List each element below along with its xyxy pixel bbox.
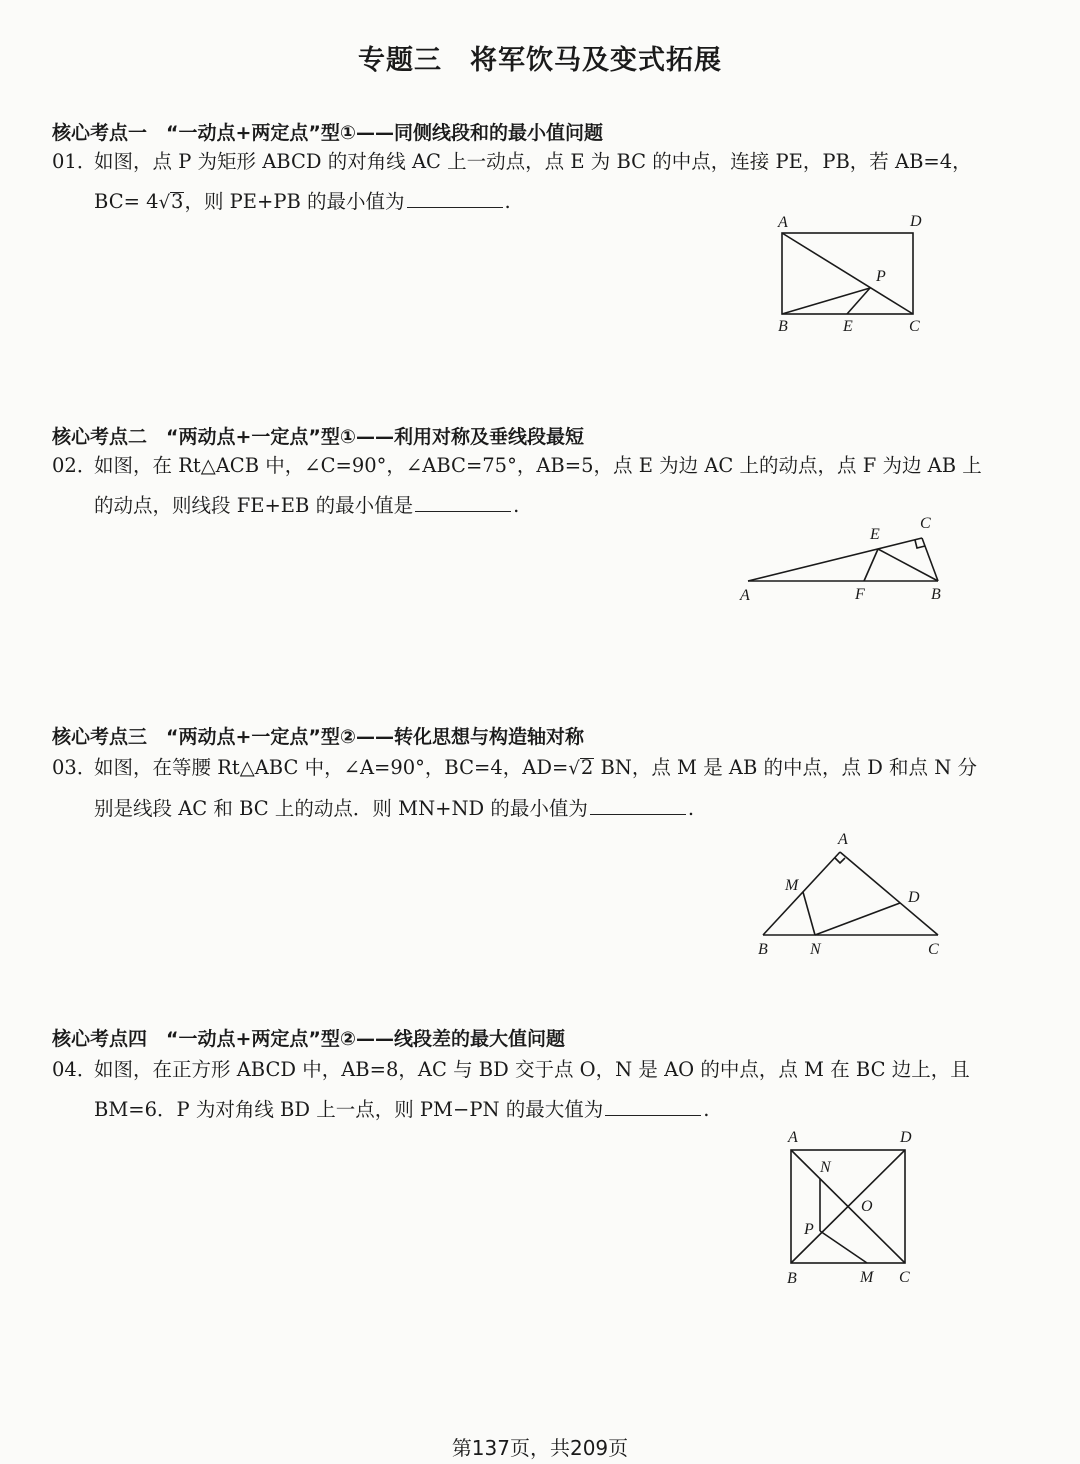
section-heading-4: 核心考点四 “一动点+两定点”型②——线段差的最大值问题 xyxy=(52,1028,565,1050)
right-angle-mark xyxy=(835,858,845,863)
label-a: A xyxy=(838,831,848,848)
label-o: O xyxy=(861,1198,873,1215)
label-n: N xyxy=(810,941,821,958)
section-heading-1: 核心考点一 “一动点+两定点”型①——同侧线段和的最小值问题 xyxy=(52,122,603,144)
segment-mn xyxy=(803,892,815,935)
question-end: . xyxy=(703,1098,710,1121)
label-b: B xyxy=(758,941,768,958)
answer-blank[interactable] xyxy=(590,796,686,815)
segment-nd xyxy=(815,903,900,935)
segment-eb xyxy=(878,549,938,581)
label-n: N xyxy=(820,1159,831,1176)
question-text-line2: BM=6．P 为对角线 BD 上一点，则 PM−PN 的最大值为 xyxy=(94,1098,604,1121)
label-m: M xyxy=(785,877,799,894)
question-text-line2: 的动点，则线段 FE+EB 的最小值是 xyxy=(94,494,414,517)
question-end: . xyxy=(504,190,511,213)
answer-blank[interactable] xyxy=(415,493,511,512)
sqrt-radicand: 2 xyxy=(580,756,594,779)
figure-square-abcd xyxy=(770,1125,940,1295)
segment-pm xyxy=(820,1231,867,1263)
question-number: 04． xyxy=(52,1058,97,1081)
label-d: D xyxy=(910,213,922,230)
figure-isosceles-right-triangle xyxy=(748,822,958,962)
label-b: B xyxy=(787,1270,797,1287)
sqrt-sign: √ xyxy=(568,758,580,779)
answer-blank[interactable] xyxy=(605,1097,701,1116)
sqrt-radicand: 3 xyxy=(171,190,184,213)
question-text-line1b: BN，点 M 是 AB 的中点，点 D 和点 N 分 xyxy=(594,756,978,779)
label-d: D xyxy=(908,889,920,906)
label-f: F xyxy=(855,586,865,603)
label-a: A xyxy=(740,587,750,604)
segment-pb xyxy=(782,288,870,314)
question-03 xyxy=(52,748,1012,829)
question-end: . xyxy=(513,494,520,517)
question-text-line1: 如图，在正方形 ABCD 中，AB=8，AC 与 BD 交于点 O，N 是 AO 的中点，点 M 在 BC 边上，且 xyxy=(94,1058,970,1081)
label-e: E xyxy=(870,526,880,543)
page-footer: 第137页，共209页 xyxy=(451,1436,629,1460)
label-d: D xyxy=(900,1129,912,1146)
label-c: C xyxy=(928,941,939,958)
side-ba xyxy=(763,852,840,935)
label-c: C xyxy=(899,1269,910,1286)
question-text-line1: 如图，在 Rt△ACB 中，∠C=90°，∠ABC=75°，AB=5，点 E 为边 AC 上的动点，点 F 为边 AB 上 xyxy=(94,454,982,477)
page-title: 专题三 将军饮马及变式拓展 xyxy=(358,45,722,76)
label-c: C xyxy=(909,318,920,335)
label-p: P xyxy=(876,268,886,285)
section-heading-2: 核心考点二 “两动点+一定点”型①——利用对称及垂线段最短 xyxy=(52,426,584,448)
label-c: C xyxy=(920,515,931,532)
side-ac xyxy=(748,538,922,581)
answer-blank[interactable] xyxy=(407,189,503,208)
question-number: 03． xyxy=(52,756,97,779)
question-end: . xyxy=(687,797,695,820)
figure-right-triangle-acb xyxy=(730,508,970,608)
figure-rectangle-abcd xyxy=(760,205,960,345)
label-m: M xyxy=(860,1269,874,1286)
question-number: 02． xyxy=(52,454,97,477)
question-text-line2b: ，则 PE+PB 的最小值为 xyxy=(184,190,405,213)
label-b: B xyxy=(778,318,788,335)
label-b: B xyxy=(931,586,941,603)
question-04 xyxy=(52,1050,1012,1130)
side-ac xyxy=(840,852,938,935)
sqrt-sign: √ xyxy=(158,192,171,213)
question-text-line1a: 如图，在等腰 Rt△ABC 中，∠A=90°，BC=4，AD= xyxy=(94,756,569,779)
label-a: A xyxy=(778,214,788,231)
diagonal-ac xyxy=(782,233,913,314)
question-text-line2: 别是线段 AC 和 BC 上的动点．则 MN+ND 的最小值为 xyxy=(94,797,588,820)
question-text-line2a: BC= 4 xyxy=(94,190,159,213)
label-e: E xyxy=(843,318,853,335)
label-p: P xyxy=(804,1221,814,1238)
section-heading-3: 核心考点三 “两动点+一定点”型②——转化思想与构造轴对称 xyxy=(52,726,584,748)
question-text-line1: 如图，点 P 为矩形 ABCD 的对角线 AC 上一动点，点 E 为 BC 的中点，连接 PE，PB，若 AB=4， xyxy=(94,150,972,173)
label-a: A xyxy=(788,1129,798,1146)
segment-fe xyxy=(864,549,878,581)
question-number: 01． xyxy=(52,150,97,173)
